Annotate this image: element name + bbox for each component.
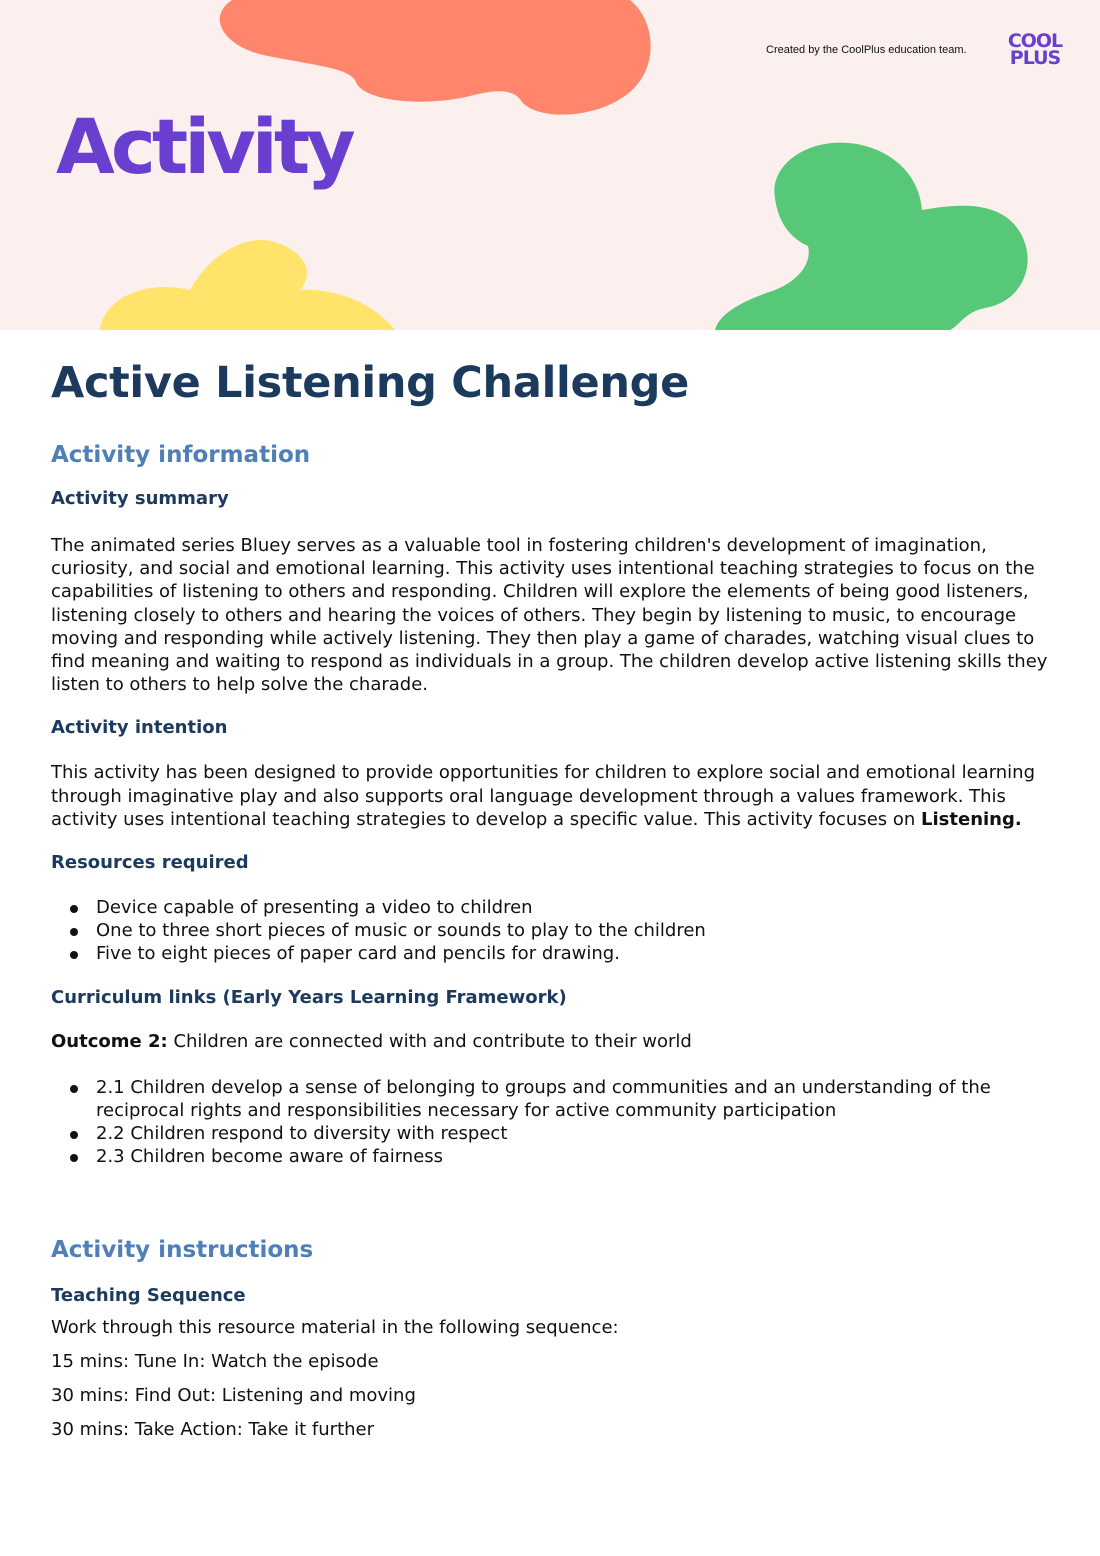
resources-heading: Resources required bbox=[51, 852, 249, 874]
coolplus-logo bbox=[1003, 30, 1067, 69]
outcome-statement bbox=[51, 1030, 1051, 1053]
section-title: Activity bbox=[56, 102, 352, 191]
sequence-step: 30 mins: Find Out: Listening and moving bbox=[51, 1384, 416, 1406]
intention-value: Listening. bbox=[921, 808, 1022, 830]
list-item: 2.2 Children respond to diversity with respect bbox=[51, 1122, 1051, 1145]
list-item: Five to eight pieces of paper card and pencils for drawing. bbox=[51, 942, 1051, 965]
list-item: 2.3 Children become aware of fairness bbox=[51, 1145, 1051, 1168]
teaching-sequence bbox=[51, 1311, 1051, 1447]
curriculum-links-heading: Curriculum links (Early Years Learning Framework) bbox=[51, 986, 567, 1008]
list-item: 2.1 Children develop a sense of belonging to groups and communities and an understanding of the reciprocal rights and responsibilities necessary for active community participation bbox=[51, 1076, 1051, 1122]
intention-body: This activity has been designed to provide opportunities for children to explore social and emotional learning through imaginative play and also supports oral language development through a values framework. This activity uses intentional teaching strategies to develop a specific value. This activity focuses on bbox=[51, 762, 1036, 830]
logo-line-1: COOL bbox=[1007, 30, 1063, 52]
created-by-note: Created by the CoolPlus education team. bbox=[766, 44, 967, 56]
outcomes-list bbox=[51, 1076, 1051, 1169]
list-item: Device capable of presenting a video to children bbox=[51, 896, 1051, 919]
main-content bbox=[51, 352, 1051, 1447]
sequence-intro: Work through this resource material in the following sequence: bbox=[51, 1316, 619, 1338]
activity-summary-text: The animated series Bluey serves as a valuable tool in fostering children's development of imagination, curiosity, and social and emotional learning. This activity uses intentional teaching strategies to focus on the capabilities of listening to others and responding. Children will explore the elements of being good listeners, listening closely to others and hearing the voices of others. They begin by listening to music, to encourage moving and responding while actively listening. They then play a game of charades, watching visual clues to find meaning and waiting to respond as individuals in a group. The children develop active listening skills they listen to others to help solve the charade. bbox=[51, 535, 1048, 696]
page-title: Active Listening Challenge bbox=[51, 358, 689, 408]
header-banner bbox=[0, 0, 1100, 330]
outcome-text: Children are connected with and contribute to their world bbox=[167, 1030, 692, 1052]
activity-summary-heading: Activity summary bbox=[51, 488, 229, 509]
activity-instructions-heading: Activity instructions bbox=[51, 1236, 314, 1263]
logo-line-2: PLUS bbox=[1009, 47, 1061, 69]
green-blob bbox=[715, 143, 1028, 330]
list-item: One to three short pieces of music or sounds to play to the children bbox=[51, 919, 1051, 942]
resources-list bbox=[51, 896, 1051, 966]
yellow-blob bbox=[100, 240, 395, 330]
activity-information-heading: Activity information bbox=[51, 442, 311, 468]
sequence-step: 15 mins: Tune In: Watch the episode bbox=[51, 1350, 379, 1372]
activity-intention-text bbox=[51, 761, 1051, 831]
sequence-step: 30 mins: Take Action: Take it further bbox=[51, 1418, 375, 1440]
coral-blob bbox=[220, 0, 651, 115]
outcome-label: Outcome 2: bbox=[51, 1030, 168, 1052]
activity-intention-heading: Activity intention bbox=[51, 717, 228, 739]
teaching-sequence-heading: Teaching Sequence bbox=[51, 1284, 246, 1306]
